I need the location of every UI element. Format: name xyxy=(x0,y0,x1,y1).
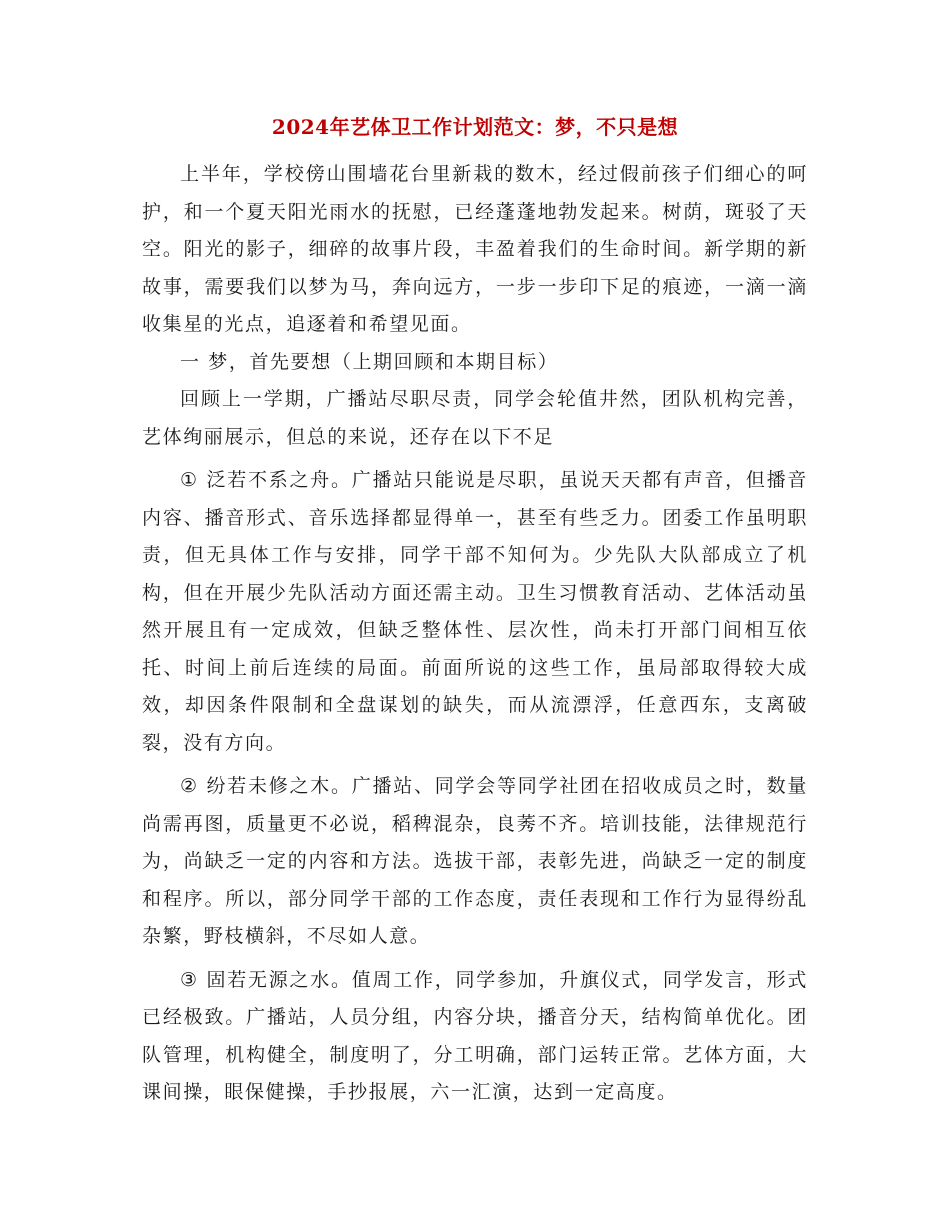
shortcoming-2-paragraph: ② 纷若未修之木。广播站、同学会等同学社团在招收成员之时，数量尚需再图，质量更不必说，稻稗混杂，良莠不齐。培训技能，法律规范行为，尚缺乏一定的内容和方法。选拔干部，表彰先进，尚缺乏一定的制度和程序。所以，部分同学干部的工作态度，责任表现和工作行为显得纷乱杂繁，野枝横斜，不尽如人意。 xyxy=(142,775,808,947)
shortcoming-3-paragraph: ③ 固若无源之水。值周工作，同学参加，升旗仪式，同学发言，形式已经极致。广播站，人员分组，内容分块，播音分天，结构简单优化。团队管理，机构健全，制度明了，分工明确，部门运转正常。艺体方面，大课间操，眼保健操，手抄报展，六一汇演，达到一定高度。 xyxy=(142,968,808,1103)
document-body xyxy=(142,156,808,1112)
shortcoming-1-paragraph: ① 泛若不系之舟。广播站只能说是尽职，虽说天天都有声音，但播音内容、播音形式、音乐选择都显得单一，甚至有些乏力。团委工作虽明职责，但无具体工作与安排，同学干部不知何为。少先队大队部成立了机构，但在开展少先队活动方面还需主动。卫生习惯教育活动、艺体活动虽然开展且有一定成效，但缺乏整体性、层次性，尚未打开部门间相互依托、时间上前后连续的局面。前面所说的这些工作，虽局部取得较大成效，却因条件限制和全盘谋划的缺失，而从流漂浮，任意西东，支离破裂，没有方向。 xyxy=(142,469,808,754)
document-title: 2024年艺体卫工作计划范文：梦，不只是想 xyxy=(271,115,679,139)
intro-paragraph: 上半年，学校傍山围墙花台里新栽的数木，经过假前孩子们细心的呵护，和一个夏天阳光雨水的抚慰，已经蓬蓬地勃发起来。树荫，斑驳了天空。阳光的影子，细碎的故事片段，丰盈着我们的生命时间。新学期的新故事，需要我们以梦为马，奔向远方，一步一步印下足的痕迹，一滴一滴收集星的光点，追逐着和希望见面。 xyxy=(142,163,808,335)
section-heading: 一 梦，首先要想（上期回顾和本期目标） xyxy=(180,350,559,373)
review-paragraph: 回顾上一学期，广播站尽职尽责，同学会轮值井然，团队机构完善，艺体绚丽展示，但总的来说，还存在以下不足 xyxy=(142,388,808,448)
